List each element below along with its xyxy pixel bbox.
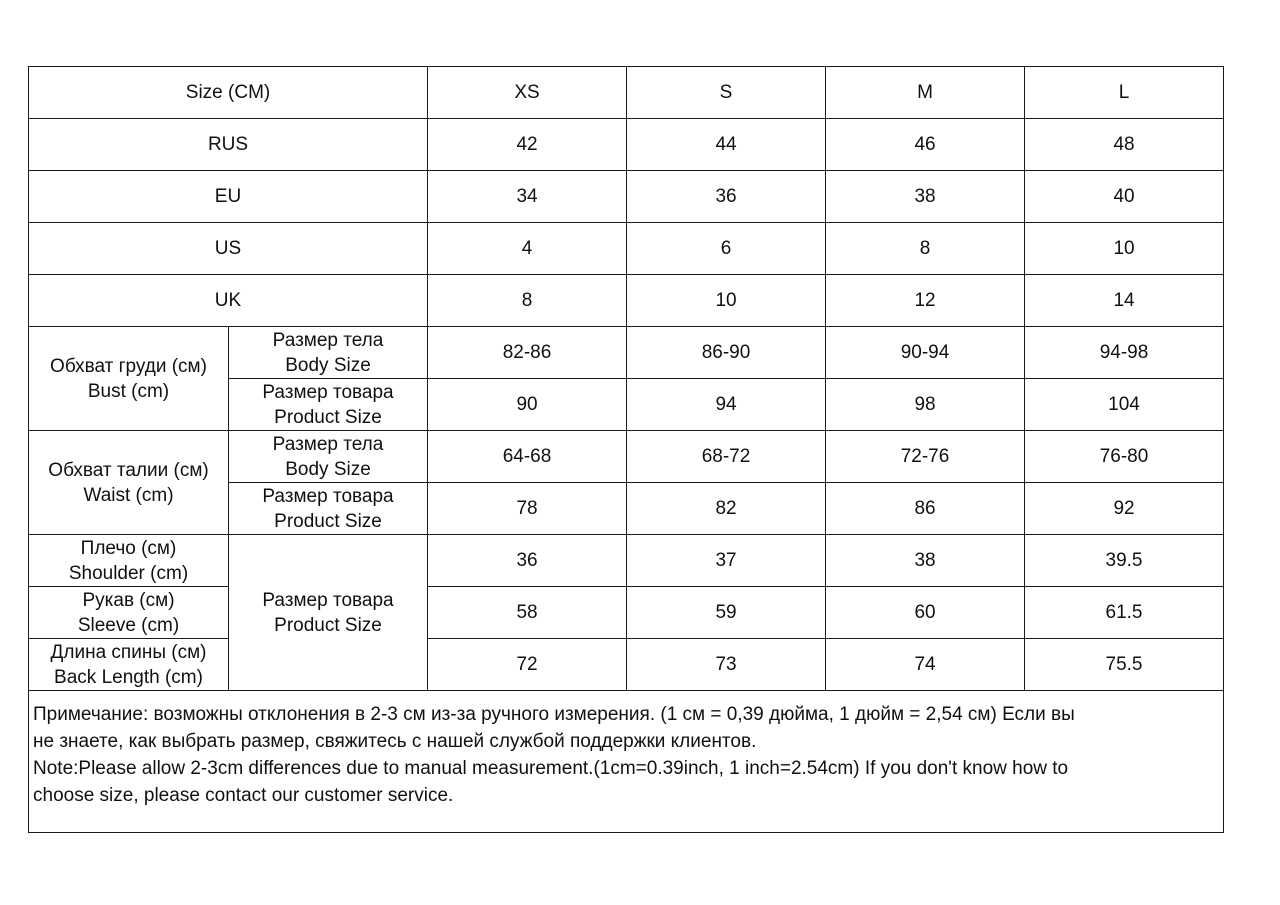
table-cell: 104: [1025, 379, 1224, 431]
header-size-l: L: [1025, 67, 1224, 119]
header-size-label: Size (CM): [29, 67, 428, 119]
table-cell: 36: [428, 535, 627, 587]
waist-label-ru: Обхват талии (см): [48, 459, 209, 481]
measure-type-en: Body Size: [285, 354, 371, 376]
measurement-note: [29, 691, 1224, 833]
table-row-back-length: [29, 639, 1224, 691]
sleeve-label-ru: Рукав (см): [82, 589, 175, 611]
row-label: RUS: [29, 119, 428, 171]
table-cell: 98: [826, 379, 1025, 431]
table-cell: 34: [428, 171, 627, 223]
shoulder-label: [29, 535, 229, 587]
table-row-us: [29, 223, 1224, 275]
bust-label-ru: Обхват груди (см): [50, 355, 207, 377]
product-size-label: [229, 535, 428, 691]
header-size-m: M: [826, 67, 1025, 119]
table-cell: 90: [428, 379, 627, 431]
note-ru-line-1: Примечание: возможны отклонения в 2-3 см из-за ручного измерения. (1 см = 0,39 дюйма, 1 дюйм = 2,54 см) Если вы: [33, 704, 1075, 725]
table-cell: 39.5: [1025, 535, 1224, 587]
measure-type-ru: Размер тела: [272, 329, 384, 351]
measure-type-en: Body Size: [285, 458, 371, 480]
back-length-label-ru: Длина спины (см): [50, 641, 207, 663]
measure-type-ru: Размер тела: [272, 433, 384, 455]
back-length-label-en: Back Length (cm): [54, 666, 203, 688]
table-cell: 44: [627, 119, 826, 171]
sleeve-label: [29, 587, 229, 639]
table-cell: 73: [627, 639, 826, 691]
table-cell: 82-86: [428, 327, 627, 379]
table-cell: 8: [428, 275, 627, 327]
table-row-header: [29, 67, 1224, 119]
table-cell: 68-72: [627, 431, 826, 483]
table-cell: 12: [826, 275, 1025, 327]
table-cell: 92: [1025, 483, 1224, 535]
table-cell: 10: [1025, 223, 1224, 275]
measure-type-label: [229, 327, 428, 379]
table-cell: 75.5: [1025, 639, 1224, 691]
table-cell: 78: [428, 483, 627, 535]
table-cell: 72-76: [826, 431, 1025, 483]
waist-label: [29, 431, 229, 535]
note-en-line-2: choose size, please contact our customer service.: [33, 785, 454, 806]
table-row-bust-body: [29, 327, 1224, 379]
measure-type-label: [229, 379, 428, 431]
product-size-ru: Размер товара: [262, 589, 394, 611]
table-row-rus: [29, 119, 1224, 171]
table-cell: 8: [826, 223, 1025, 275]
table-row-waist-body: [29, 431, 1224, 483]
table-cell: 6: [627, 223, 826, 275]
table-cell: 10: [627, 275, 826, 327]
shoulder-label-ru: Плечо (см): [80, 537, 177, 559]
sleeve-label-en: Sleeve (cm): [77, 614, 180, 636]
table-cell: 74: [826, 639, 1025, 691]
table-row-eu: [29, 171, 1224, 223]
note-en-line-1: Note:Please allow 2-3cm differences due to manual measurement.(1cm=0.39inch, 1 inch=2.54cm) If you don't know how to: [33, 758, 1069, 779]
table-cell: 76-80: [1025, 431, 1224, 483]
table-cell: 14: [1025, 275, 1224, 327]
note-ru-line-2: не знаете, как выбрать размер, свяжитесь с нашей службой поддержки клиентов.: [33, 731, 757, 752]
table-cell: 40: [1025, 171, 1224, 223]
table-cell: 94-98: [1025, 327, 1224, 379]
measure-type-en: Product Size: [274, 406, 382, 428]
table-cell: 42: [428, 119, 627, 171]
product-size-en: Product Size: [274, 614, 382, 636]
table-row-uk: [29, 275, 1224, 327]
row-label: UK: [29, 275, 428, 327]
table-cell: 72: [428, 639, 627, 691]
waist-label-en: Waist (cm): [83, 484, 174, 506]
size-chart-table: [28, 66, 1224, 833]
measure-type-ru: Размер товара: [262, 485, 394, 507]
table-cell: 38: [826, 535, 1025, 587]
header-size-xs: XS: [428, 67, 627, 119]
back-length-label: [29, 639, 229, 691]
header-size-s: S: [627, 67, 826, 119]
table-row-note: [29, 691, 1224, 833]
table-cell: 48: [1025, 119, 1224, 171]
table-row-sleeve: [29, 587, 1224, 639]
table-cell: 94: [627, 379, 826, 431]
row-label: US: [29, 223, 428, 275]
table-cell: 38: [826, 171, 1025, 223]
measure-type-en: Product Size: [274, 510, 382, 532]
table-row-shoulder: [29, 535, 1224, 587]
measure-type-label: [229, 431, 428, 483]
table-cell: 46: [826, 119, 1025, 171]
table-cell: 37: [627, 535, 826, 587]
measure-type-ru: Размер товара: [262, 381, 394, 403]
bust-label: [29, 327, 229, 431]
bust-label-en: Bust (cm): [87, 380, 170, 402]
table-cell: 4: [428, 223, 627, 275]
table-cell: 58: [428, 587, 627, 639]
table-cell: 86-90: [627, 327, 826, 379]
table-cell: 60: [826, 587, 1025, 639]
table-cell: 61.5: [1025, 587, 1224, 639]
table-cell: 86: [826, 483, 1025, 535]
measure-type-label: [229, 483, 428, 535]
table-cell: 36: [627, 171, 826, 223]
table-cell: 82: [627, 483, 826, 535]
table-cell: 59: [627, 587, 826, 639]
table-cell: 90-94: [826, 327, 1025, 379]
shoulder-label-en: Shoulder (cm): [68, 562, 189, 584]
table-cell: 64-68: [428, 431, 627, 483]
row-label: EU: [29, 171, 428, 223]
